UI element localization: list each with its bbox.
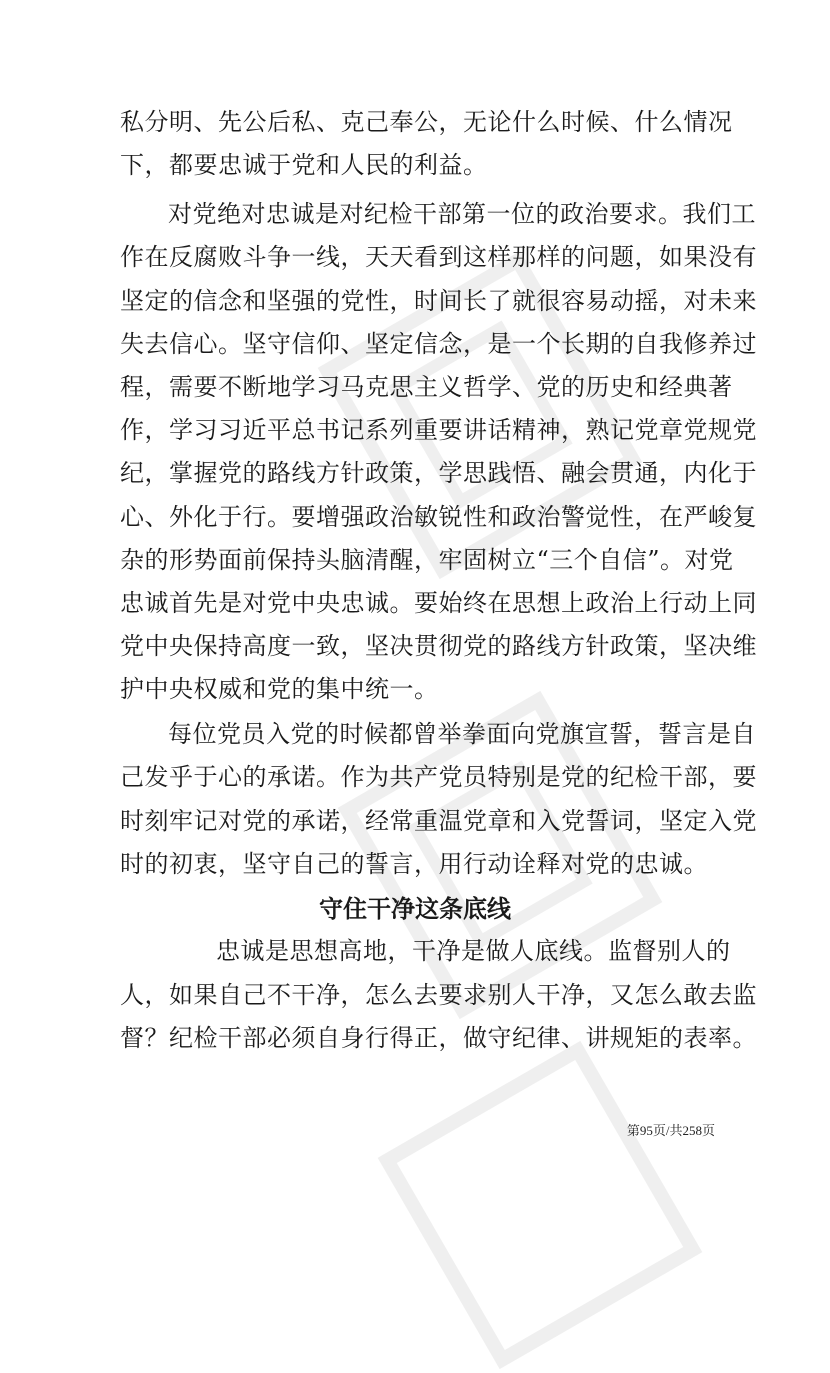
text-line: 督？纪检干部必须自身行得正，做守纪律、讲规矩的表率。 [120, 1024, 757, 1052]
section-heading: 守住干净这条底线 [319, 895, 511, 923]
text-line: 失去信心。坚守信仰、坚定信念，是一个长期的自我修养过 [120, 330, 757, 358]
text-line: 纪，掌握党的路线方针政策，学思践悟、融会贯通，内化于 [120, 459, 757, 487]
text-line: 坚定的信念和坚强的党性，时间长了就很容易动摇，对未来 [120, 287, 757, 315]
text-line: 下，都要忠诚于党和人民的利益。 [120, 151, 488, 179]
text-line: 程，需要不断地学习马克思主义哲学、党的历史和经典著 [120, 373, 733, 401]
text-line: 心、外化于行。要增强政治敏锐性和政治警觉性，在严峻复 [120, 503, 757, 531]
text-line: 作在反腐败斗争一线，天天看到这样那样的问题，如果没有 [120, 243, 757, 271]
text-line: 党中央保持高度一致，坚决贯彻党的路线方针政策，坚决维 [120, 632, 757, 660]
text-line: 私分明、先公后私、克己奉公，无论什么时候、什么情况 [120, 108, 733, 136]
text-line: 对党绝对忠诚是对纪检干部第一位的政治要求。我们工 [168, 200, 756, 228]
text-line: 护中央权威和党的集中统一。 [120, 675, 439, 703]
text-line: 每位党员入党的时候都曾举拳面向党旗宣誓，誓言是自 [168, 720, 756, 748]
text-line: 忠诚是思想高地，干净是做人底线。监督别人的 [216, 937, 731, 965]
watermark-logo [374, 1037, 707, 1373]
text-line: 作，学习习近平总书记系列重要讲话精神，熟记党章党规党 [120, 416, 757, 444]
text-line: 人，如果自己不干净，怎么去要求别人干净，又怎么敢去监 [120, 981, 757, 1009]
text-line: 杂的形势面前保持头脑清醒，牢固树立“三个自信”。对党 [120, 546, 734, 574]
text-line: 时的初衷，坚守自己的誓言，用行动诠释对党的忠诚。 [120, 850, 708, 878]
text-line: 时刻牢记对党的承诺，经常重温党章和入党誓词，坚定入党 [120, 807, 757, 835]
page-number: 第95页/共258页 [626, 1123, 715, 1138]
text-line: 己发乎于心的承诺。作为共产党员特别是党的纪检干部，要 [120, 763, 757, 791]
text-line: 忠诚首先是对党中央忠诚。要始终在思想上政治上行动上同 [120, 589, 757, 617]
